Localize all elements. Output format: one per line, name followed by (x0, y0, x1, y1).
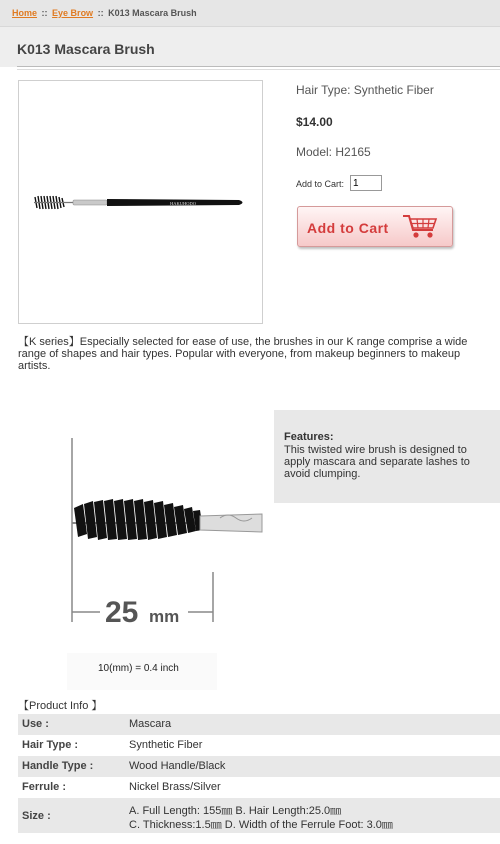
spec-row-hair-type (18, 735, 500, 756)
breadcrumb-separator: :: (97, 8, 104, 18)
spec-value: Mascara (129, 718, 172, 730)
breadcrumb-current: K013 Mascara Brush (108, 8, 197, 18)
svg-text:HAKUHODO: HAKUHODO (170, 200, 196, 206)
add-to-cart-label: Add to Cart (307, 220, 389, 236)
spec-value-line-2: C. Thickness:1.5㎜ D. Width of the Ferrule Foot: 3.0㎜ (129, 819, 393, 831)
hair-type-text: Hair Type: Synthetic Fiber (296, 83, 434, 97)
spec-label: Size : (22, 810, 51, 822)
breadcrumb-home-link[interactable]: Home (12, 8, 38, 18)
spec-label: Handle Type : (22, 760, 94, 772)
spec-row-use (18, 714, 500, 735)
breadcrumb (12, 8, 197, 18)
spec-value: Wood Handle/Black (129, 760, 226, 772)
svg-text:mm: mm (149, 607, 180, 626)
spec-row-ferrule (18, 777, 500, 798)
product-price: $14.00 (296, 115, 333, 129)
shopping-cart-icon (402, 213, 438, 241)
features-text: This twisted wire brush is designed to apply mascara and separate lashes to avoid clumping. (284, 444, 470, 480)
quantity-input[interactable] (350, 175, 382, 191)
model-number: Model: H2165 (296, 145, 371, 159)
spec-label: Use : (22, 718, 49, 730)
spec-value: Nickel Brass/Silver (129, 781, 221, 793)
breadcrumb-separator: :: (41, 8, 48, 18)
spec-row-size (18, 798, 500, 833)
svg-text:25: 25 (105, 596, 139, 629)
page-title: K013 Mascara Brush (17, 41, 155, 57)
add-to-cart-button[interactable] (297, 206, 453, 247)
spec-row-handle-type (18, 756, 500, 777)
spec-value: Synthetic Fiber (129, 739, 203, 751)
breadcrumb-bar (0, 0, 500, 27)
quantity-label: Add to Cart: (296, 179, 345, 189)
features-heading: Features: (284, 431, 334, 443)
unit-conversion: 10(mm) = 0.4 inch (98, 663, 179, 674)
divider (17, 66, 500, 67)
breadcrumb-category-link[interactable]: Eye Brow (52, 8, 94, 18)
product-image[interactable] (18, 80, 263, 324)
spec-label: Hair Type : (22, 739, 79, 751)
divider (17, 69, 500, 70)
product-info-heading: 【Product Info 】 (18, 700, 103, 712)
features-panel (274, 410, 500, 503)
spec-label: Ferrule : (22, 781, 67, 793)
spec-value: A. Full Length: 155㎜ B. Hair Length:25.0㎜ (129, 805, 342, 817)
product-description: 【K series】Especially selected for ease of use, the brushes in our K range comprise a wide range of shapes and hair types. Popular with everyone, from makeup beginners to makeup artists. (18, 336, 468, 372)
title-band (0, 27, 500, 67)
